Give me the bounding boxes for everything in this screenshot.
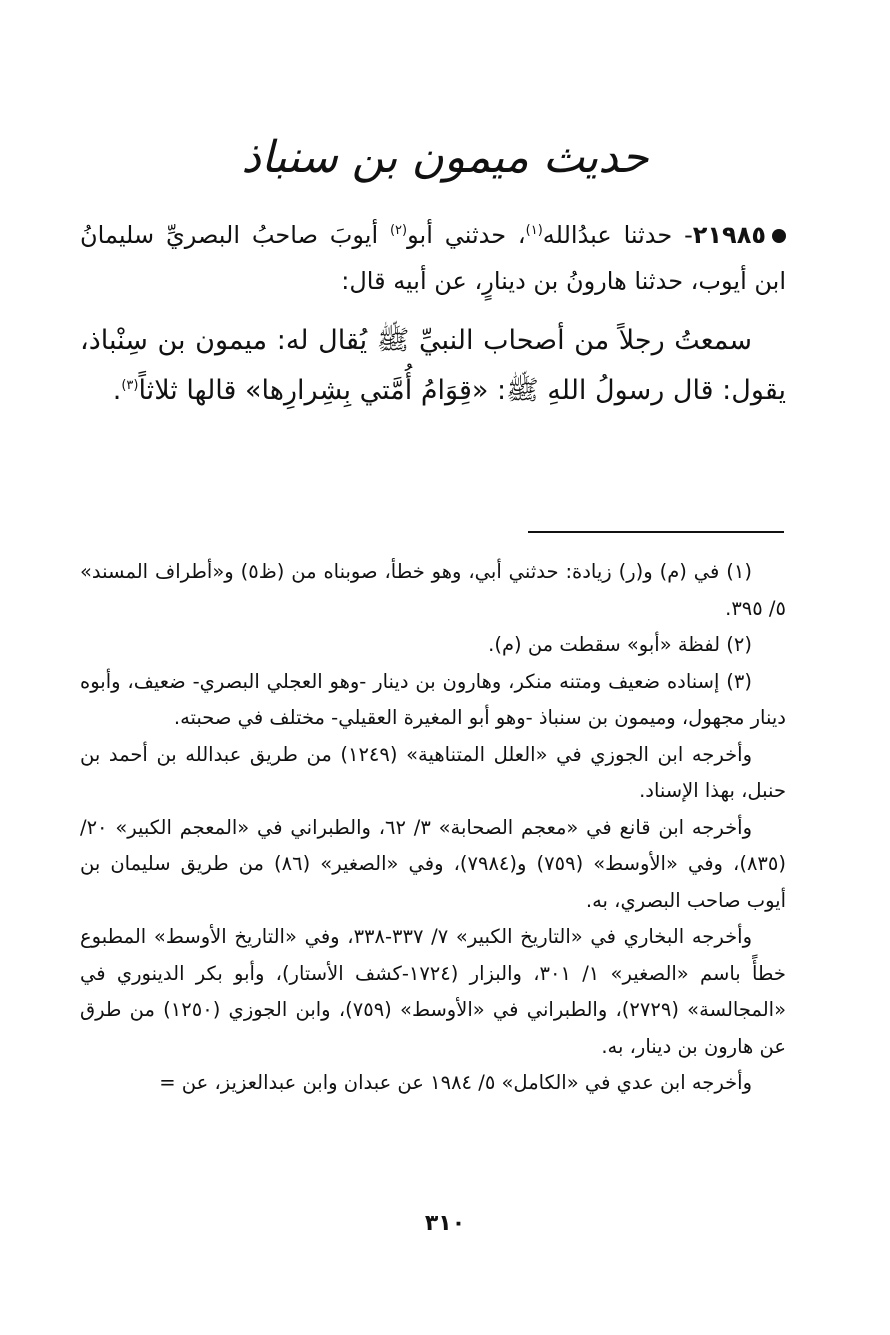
footnote-3: (٣) إسناده ضعيف ومتنه منكر، وهارون بن دينار -وهو العجلي البصري- ضعيف، وأبوه دينار مجهول، وميمون بن سنباذ -وهو أبو المغيرة العقيلي- مختلف في صحبته. [80,669,786,729]
footnote-2: (٢) لفظة «أبو» سقطت من (م). [488,633,752,656]
matn-end: . [112,375,122,406]
chapter-title: حديث ميمون بن سنباذ [241,132,649,183]
bullet-icon [772,229,786,243]
footnote-ref-1[interactable]: (١) [525,223,543,238]
matn-text: سمعتُ رجلاً من أصحاب النبيِّ ﷺ يُقال له: ميمون بن سِنْباذ، يقول: قال رسولُ اللهِ ﷺ: «قِوَامُ أُمَّتي بِشِرارِها» قالها ثلاثاً [80,325,786,406]
footnote-ref-2[interactable]: (٢) [389,223,408,238]
footnote-takhrij-3: وأخرجه البخاري في «التاريخ الكبير» ٧/ ٣٣٧-٣٣٨، وفي «التاريخ الأوسط» المطبوع خطأً باسم «الصغير» ١/ ٣٠١، والبزار (١٧٢٤-كشف الأستار)، وأبو بكر الدينوري في «المجالسة» (٢٧٢٩)، والطبراني في «الأوسط» (٧٥٩)، وابن الجوزي (١٢٥٠) من طرق عن هارون بن دينار، به. [80,925,786,1058]
page-number: ٣١٠ [424,1211,466,1236]
hadith-block [80,212,786,416]
footnote-divider [528,531,784,533]
footnote-ref-3[interactable]: (٣) [121,378,139,393]
footnote-1: (١) في (م) و(ر) زيادة: حدثني أبي، وهو خطأ، صوبناه من (ظ٥) و«أطراف المسند» ٥/ ٣٩٥. [80,560,786,620]
footnote-takhrij-1: وأخرجه ابن الجوزي في «العلل المتناهية» (١٢٤٩) من طريق عبدالله بن أحمد بن حنبل، بهذا الإسناد. [80,742,786,802]
isnad-text-1: - حدثنا عبدُالله [542,221,693,249]
footnote-takhrij-2: وأخرجه ابن قانع في «معجم الصحابة» ٣/ ٦٢، والطبراني في «المعجم الكبير» ٢٠/ (٨٣٥)، وفي «الأوسط» (٧٥٩) و(٧٩٨٤)، وفي «الصغير» (٨٦) من طريق سليمان بن أيوب صاحب البصري، به. [80,815,786,912]
footnotes-section [80,554,786,1102]
hadith-matn [80,316,786,416]
footnote-takhrij-4: وأخرجه ابن عدي في «الكامل» ٥/ ١٩٨٤ عن عبدان وابن عبدالعزيز، عن = [159,1071,752,1094]
hadith-number: ٢١٩٨٥ [692,221,766,249]
isnad-text-2: ، حدثني أبو [407,221,526,249]
hadith-isnad [80,212,786,304]
isnad-text-3: أيوبَ صاحبُ البصريِّ سليمانُ ابن أيوب، حدثنا هارونُ بن دينارٍ، عن أبيه قال: [80,221,786,295]
